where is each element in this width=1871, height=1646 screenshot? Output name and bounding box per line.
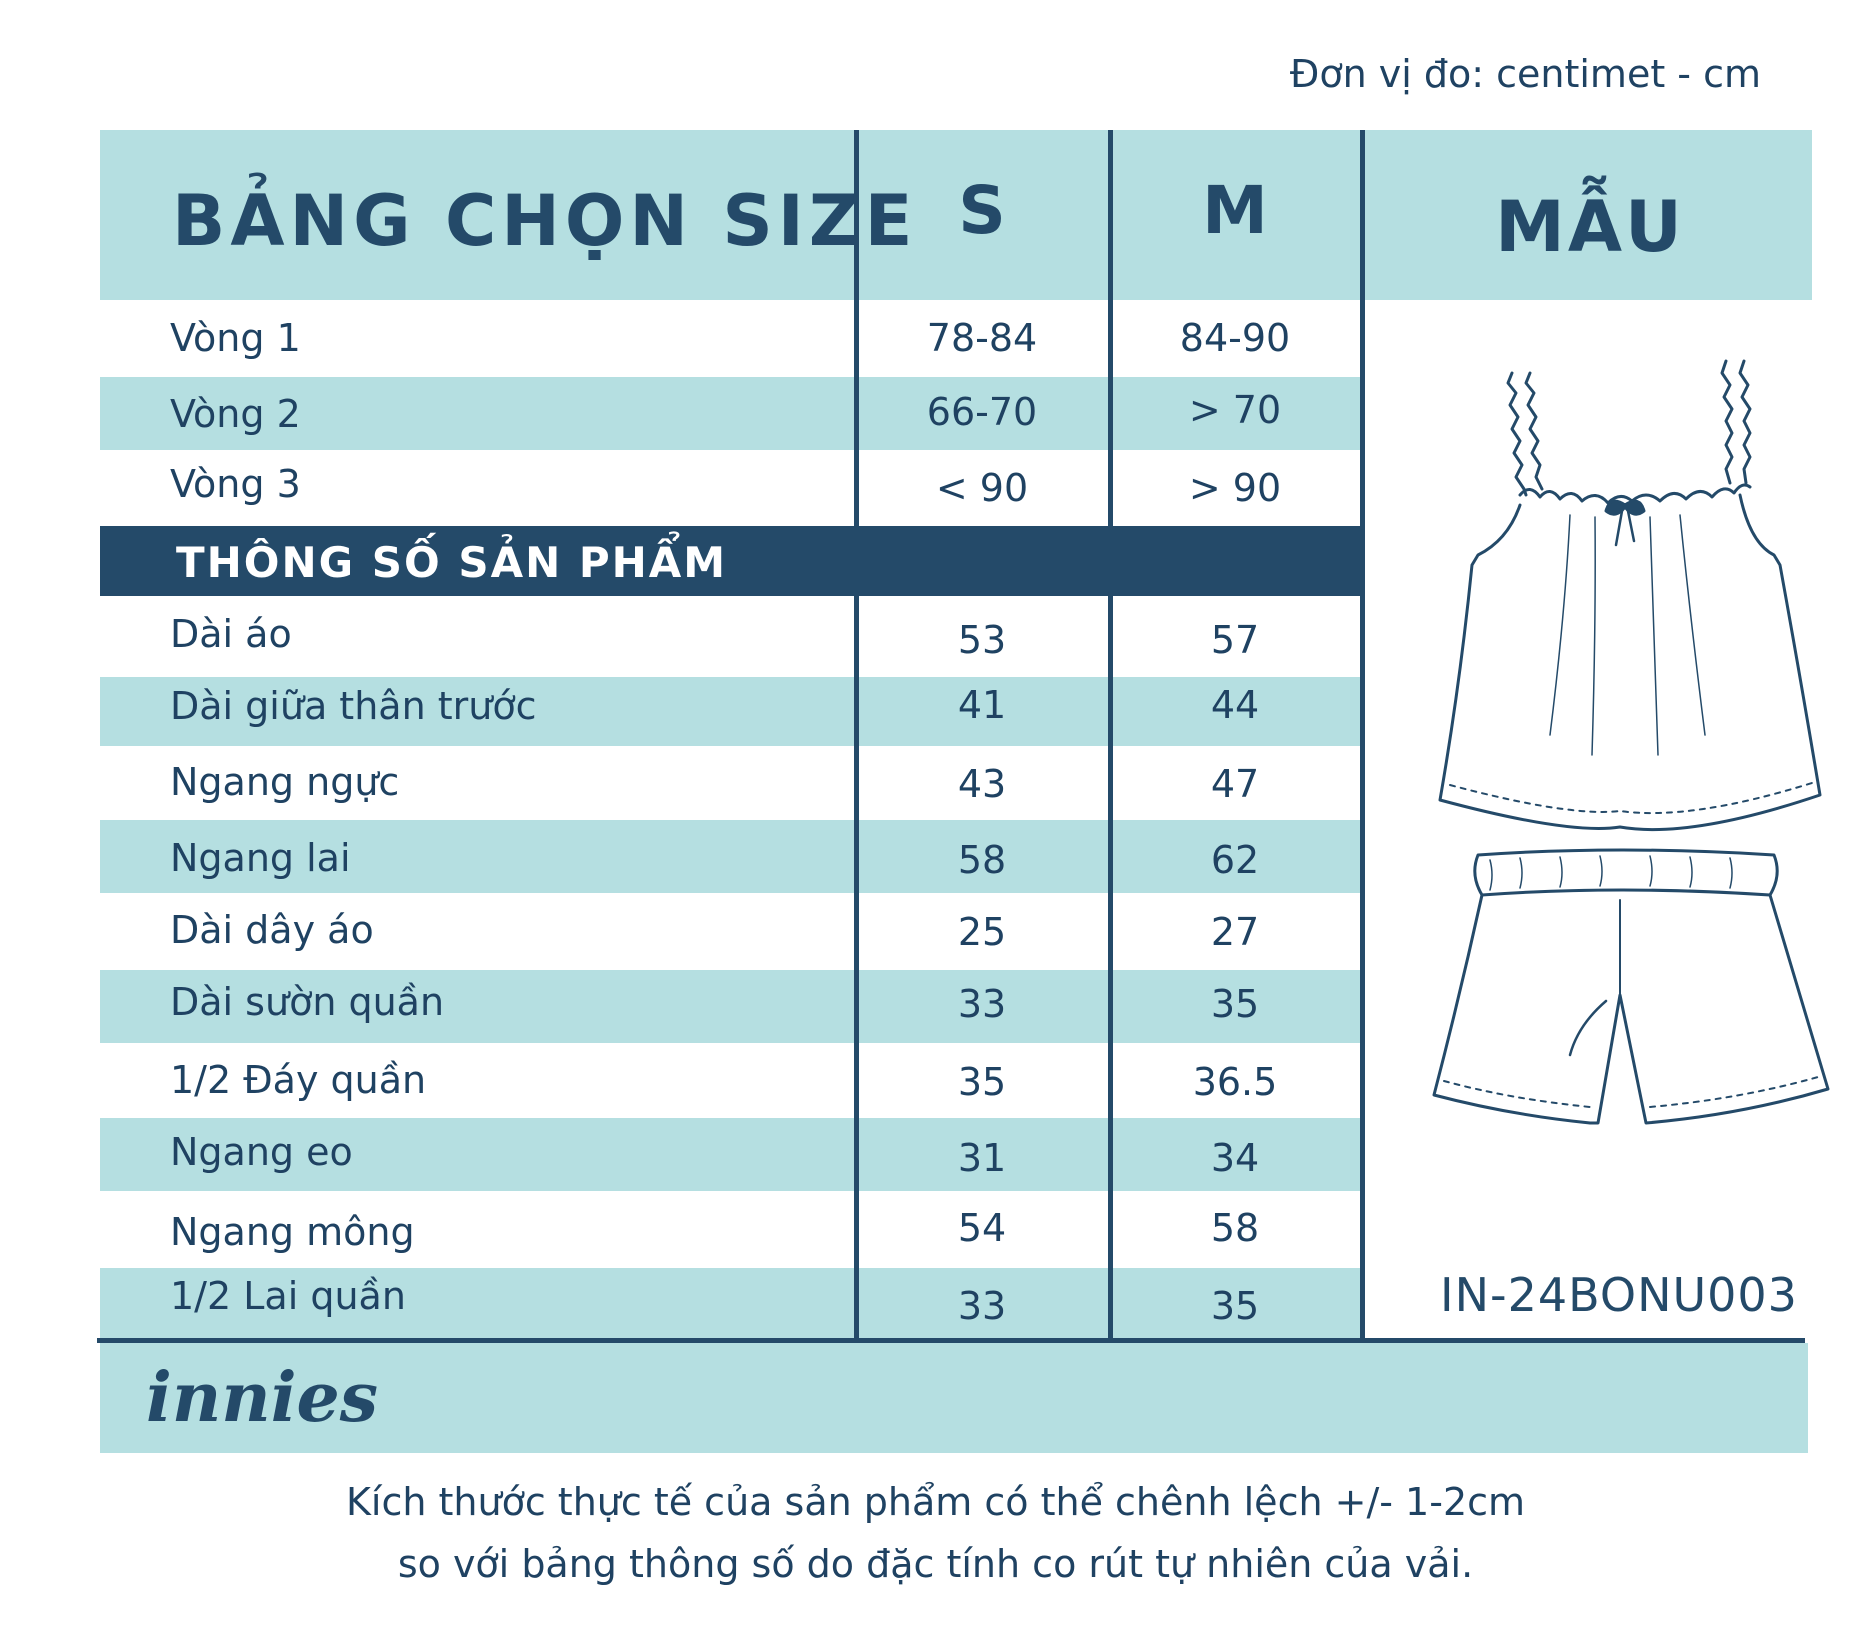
row-label: Dài dây áo — [170, 908, 374, 952]
value-s: 66-70 — [926, 390, 1038, 434]
size-m-header: M — [1202, 172, 1268, 249]
value-s: 58 — [957, 838, 1007, 882]
footnote-line-1: Kích thước thực tế của sản phẩm có thể chênh lệch +/- 1-2cm — [345, 1480, 1526, 1524]
row-label: Dài sườn quần — [170, 980, 445, 1024]
row-label: Vòng 2 — [170, 392, 301, 436]
value-s: 31 — [957, 1136, 1007, 1180]
column-divider — [1360, 130, 1365, 1343]
value-s: 33 — [957, 982, 1007, 1026]
row-label: Ngang ngực — [170, 760, 400, 804]
section-title: THÔNG SỐ SẢN PHẨM — [176, 538, 728, 587]
top-strap-left-inner — [1526, 373, 1542, 489]
top-hem-stitch — [1450, 783, 1812, 813]
value-m: 57 — [1210, 618, 1260, 662]
top-body — [1440, 495, 1820, 830]
value-m: 35 — [1210, 1284, 1260, 1328]
row-label: 1/2 Lai quần — [170, 1274, 406, 1318]
value-s: 41 — [957, 683, 1007, 727]
top-strap-left — [1508, 373, 1526, 495]
row-label: Dài áo — [170, 612, 292, 656]
table-title: BẢNG CHỌN SIZE — [172, 180, 918, 262]
row-label: Ngang mông — [170, 1210, 415, 1254]
row-label: Vòng 3 — [170, 462, 301, 506]
unit-note: Đơn vị đo: centimet - cm — [1289, 52, 1761, 96]
size-s-header: S — [958, 172, 1006, 249]
value-m: > 90 — [1188, 466, 1282, 510]
top-strap-right — [1722, 361, 1732, 483]
value-s: < 90 — [935, 466, 1029, 510]
row-label: Ngang eo — [170, 1130, 353, 1174]
garment-sketch — [1420, 355, 1840, 1155]
value-s: 53 — [957, 618, 1007, 662]
shorts-pocket — [1570, 1001, 1606, 1055]
row-label: 1/2 Đáy quần — [170, 1058, 427, 1102]
value-m: 27 — [1210, 910, 1260, 954]
value-m: 34 — [1210, 1136, 1260, 1180]
product-code: IN-24BONU003 — [1440, 1268, 1798, 1322]
shorts-hem-stitch — [1444, 1077, 1818, 1107]
value-s: 78-84 — [926, 316, 1038, 360]
row-label: Ngang lai — [170, 836, 351, 880]
value-m: > 70 — [1188, 388, 1282, 432]
value-m: 36.5 — [1192, 1060, 1278, 1104]
value-m: 47 — [1210, 762, 1260, 806]
value-m: 35 — [1210, 982, 1260, 1026]
value-s: 35 — [957, 1060, 1007, 1104]
brand-logo: innies — [146, 1358, 379, 1438]
value-s: 43 — [957, 762, 1007, 806]
value-m: 58 — [1210, 1206, 1260, 1250]
value-s: 54 — [957, 1206, 1007, 1250]
value-m: 44 — [1210, 683, 1260, 727]
value-s: 33 — [957, 1284, 1007, 1328]
top-strap-right-inner — [1740, 361, 1750, 483]
value-s: 25 — [957, 910, 1007, 954]
footnote-line-2: so với bảng thông số do đặc tính co rút tự nhiên của vải. — [397, 1542, 1474, 1586]
row-label: Vòng 1 — [170, 316, 301, 360]
model-header: MẪU — [1495, 186, 1685, 268]
row-label: Dài giữa thân trước — [170, 684, 537, 728]
top-bow — [1606, 501, 1644, 514]
value-m: 62 — [1210, 838, 1260, 882]
value-m: 84-90 — [1179, 316, 1291, 360]
